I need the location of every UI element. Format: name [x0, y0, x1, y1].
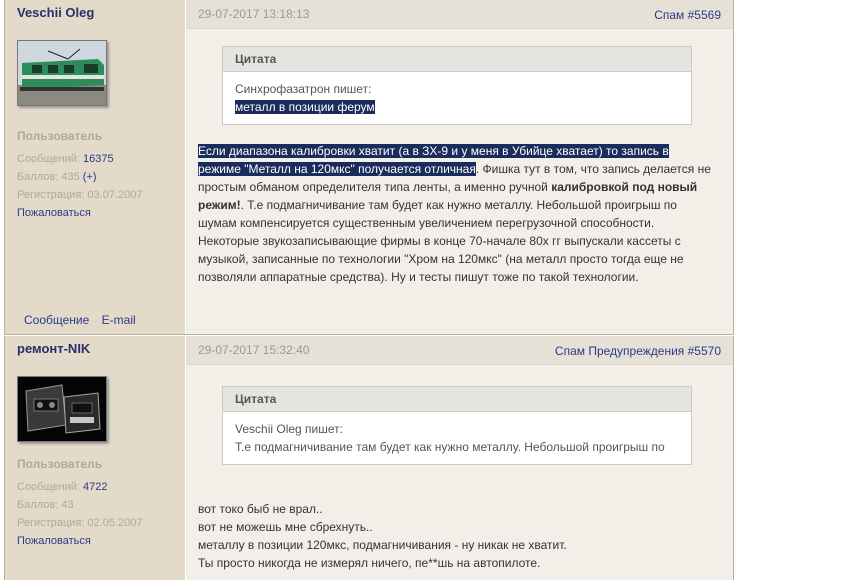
messages-value[interactable]: 4722	[83, 481, 108, 493]
message-link[interactable]: Сообщение	[24, 313, 90, 327]
spam-link[interactable]: Спам #5569	[654, 8, 721, 22]
post-header	[186, 0, 733, 29]
forum-post	[4, 336, 734, 580]
post-content	[186, 336, 733, 580]
messages-count	[17, 481, 108, 493]
points-label: Баллов: 435	[17, 171, 80, 183]
body-line: металлу в позиции 120мкс, подмагничивания - ну никак не хватит.	[198, 538, 567, 552]
complain-link[interactable]: Пожаловаться	[17, 207, 91, 219]
body-line4a: режим!	[198, 198, 241, 212]
points-plus-button[interactable]: (+)	[82, 171, 97, 183]
messages-value[interactable]: 16375	[83, 153, 114, 165]
quote-title: Цитата	[223, 387, 691, 412]
contact-links	[24, 313, 145, 327]
quote-body	[223, 412, 691, 464]
post-date: 29-07-2017 15:32:40	[198, 343, 310, 357]
post-body	[198, 500, 726, 572]
quote-selected-text: металл в позиции ферум	[235, 100, 375, 114]
user-rank: Пользователь	[17, 457, 103, 471]
email-link[interactable]: E-mail	[101, 313, 136, 327]
body-line3b: калибровкой под новый	[551, 180, 698, 194]
user-rank: Пользователь	[17, 129, 103, 143]
points-count: Баллов: 43	[17, 499, 74, 511]
body-selected-line1: Если диапазона калибровки хватит (а в ЗХ-9 и у меня в Убийце хватает) то запись в	[198, 144, 669, 158]
post-header	[186, 336, 733, 365]
complain-link[interactable]: Пожаловаться	[17, 535, 91, 547]
forum-post	[4, 0, 734, 335]
quote-block	[222, 386, 692, 465]
post-author-panel	[5, 336, 185, 580]
registration-date: Регистрация: 03.07.2007	[17, 189, 143, 201]
messages-label: Сообщений:	[17, 481, 80, 493]
post-author-panel	[5, 0, 185, 334]
body-line: Ты просто никогда не измерял ничего, пе**шь на автопилоте.	[198, 556, 541, 570]
quote-text: Т.е подмагничивание там будет как нужно металлу. Небольшой проигрыш по	[235, 440, 665, 454]
body-line5: шумам компенсируется существенным увеличением перегрузочной способности.	[198, 216, 655, 230]
body-line6: Некоторые звукозаписывающие фирмы в конце 70-начале 80х гг выпускали кассеты с	[198, 234, 681, 248]
quote-author: Veschii Oleg пишет:	[235, 422, 343, 436]
post-content	[186, 0, 733, 334]
body-selected-line2: режиме "Металл на 120мкс" получается отличная	[198, 162, 476, 176]
registration-date: Регистрация: 02.05.2007	[17, 517, 143, 529]
messages-label: Сообщений:	[17, 153, 80, 165]
body-line4b: . Т.е подмагничивание там будет как нужно металлу. Небольшой проигрыш по	[240, 198, 677, 212]
author-name-link[interactable]: ремонт-NIK	[17, 341, 91, 356]
points-count	[17, 171, 97, 183]
author-name-link[interactable]: Veschii Oleg	[17, 5, 95, 20]
quote-body	[223, 72, 691, 124]
avatar-locomotive-icon	[17, 40, 107, 106]
messages-count	[17, 153, 114, 165]
quote-block	[222, 46, 692, 125]
avatar-cassette-icon	[17, 376, 107, 442]
quote-author: Синхрофазатрон пишет:	[235, 82, 372, 96]
spam-link[interactable]: Спам Предупреждения #5570	[554, 344, 721, 358]
body-line3a: простым обманом определителя типа ленты, а именно ручной	[198, 180, 552, 194]
body-line: вот не можешь мне сбрехнуть..	[198, 520, 373, 534]
post-body	[198, 142, 726, 286]
body-line: вот токо быб не врал..	[198, 502, 323, 516]
body-line2-rest: . Фишка тут в том, что запись делается не	[475, 162, 711, 176]
quote-title: Цитата	[223, 47, 691, 72]
post-date: 29-07-2017 13:18:13	[198, 7, 310, 21]
body-line7: музыкой, записанные по технологии "Хром на 120мкс" (на металл просто тогда еще не	[198, 252, 684, 266]
body-line8: позволяли аппаратные средства). Ну и тесты пишут тоже по такой технологии.	[198, 270, 639, 284]
